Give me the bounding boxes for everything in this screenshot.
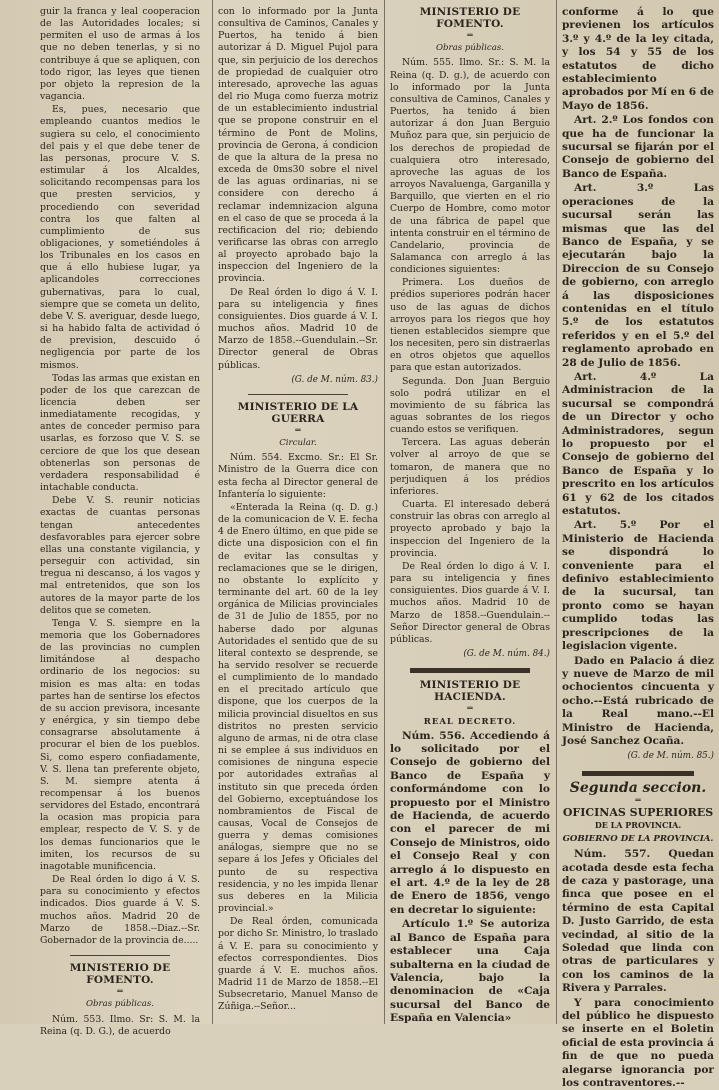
paragraph: Segunda. Don Juan Berguio solo podrá utilizar en el movimiento de su fábrica las aguas sobrantes de los riegos cuando estos se verifiquen. [390, 375, 550, 436]
paragraph: conforme á lo que previenen los artículos 3.º y 4.º de la ley citada, y los 54 y 55 de los estatutos de dicho establecimiento aprobados por Mí en 6 de Mayo de 1856. [562, 6, 714, 112]
paragraph: Art. 3.º Las operaciones de la sucursal serán las mismas que las del Banco de España, y se ejecutarán bajo la Direccion de su Consejo de gobierno, con arreglo á las disposiciones contenidas en el título 5.º de los estatutos referidos y en el 5.º del reglamento aprobado en 28 de Julio de 1856. [562, 182, 714, 369]
section-heading: MINISTERIO DE FOMENTO. [419, 6, 521, 31]
column-2 [218, 6, 378, 1020]
column-divider [212, 0, 213, 1024]
paragraph: guir la franca y leal cooperacion de las Autoridades locales; si permiten el uso de armas á los que no deben tenerlas, y si no contribuye á que se apliquen, con todo rigor, las leyes que tienen por objeto la represion de la vagancia. [40, 6, 200, 103]
paragraph: «Enterada la Reina (q. D. g.) de la comunicacion de V. E. fecha 4 de Enero último, en que pide se dicte una disposicion con el fin de evitar las consultas y reclamaciones que se le dirigen, no obstante lo explícito y terminante del art. 60 de la ley orgánica de Milicias provinciales de 31 de Julio de 1855, por no haberse dado por algunas Autoridades el sentido que de su literal contexto se desprende, se ha servido resolver se recuerde el cumplimiento de lo mandado en el precitado artículo que dispone, que los cuerpos de la milicia provincial disueltos en sus distritos no presten servicio alguno de armas, ni de otra clase ni se emplee á sus individuos en comisiones de ninguna especie por autoridades extrañas al instituto sin que preceda órden del Gobierno, exceptuándose los nombramientos de Fiscal de causas, Vocal de Consejos de guerra y demas comisiones análogas, siempre que no se separe á los Jefes y Oficiales del punto de su respectiva residencia, y no les impida llenar sus deberes en la Milicia provincial.» [218, 501, 378, 915]
section-subheading: Circular. [279, 438, 317, 449]
separator: ═ [635, 795, 641, 806]
section-heading: MINISTERIO DE LA GUERRA [237, 400, 359, 425]
paragraph: Primera. Los dueños de prédios superiores podrán hacer uso de las aguas de dichos arroyos para los riegos que hoy tienen establecidos siempre que los necesiten, pero sin distraerlas en otros objetos que aquellos para que estan autorizados. [390, 277, 550, 374]
paragraph: De Real órden, comunicada por dicho Sr. Ministro, lo traslado á V. E. para su conocimiento y efectos correspondientes. Dios guarde á V. E. muchos años. Madrid 11 de Marzo de 1858.--El Subsecretario, Manuel Manso de Zúñiga.--Señor... [218, 916, 378, 1013]
paragraph: Núm. 553. Ilmo. Sr: S. M. la Reina (q. D. G.), de acuerdo [40, 1013, 200, 1037]
citation: (G. de M. núm. 84.) [463, 648, 550, 659]
paragraph: Tercera. Las aguas deberán volver al arroyo de que se tomaron, de manera que no perjudiquen á los prédios inferiores. [390, 437, 550, 497]
separator: ═ [117, 987, 123, 998]
paragraph: Dado en Palacio á diez y nueve de Marzo de mil ochocientos cincuenta y ocho.--Está rubricado de la Real mano.--El Ministro de Hacienda, José Sanchez Ocaña. [562, 654, 714, 747]
section-heading: MINISTERIO DE HACIENDA. [419, 679, 521, 704]
paragraph: Tenga V. S. siempre en la memoria que los Gobernadores de las provincias no cumplen limitándose al despacho ordinario de los negocios: su mision es mas alta: en todas partes han de sentirse los efectos de su accion previsora, incesante y enérgica, y sin tiempo debe consagrarse absolutamente á procurar el bien de los pueblos. Si, como espero confiadamente, V. S. llena tan preferente objeto, S. M. siempre atenta á recompensar á los buenos servidores del Estado, encontrará la ocasion mas propicia para emplear, respecto de V. S. y de los demas funcionarios que le imiten, los recursos de su inagotable munificencia. [40, 617, 200, 872]
paragraph: Núm. 554. Excmo. Sr.: El Sr. Ministro de la Guerra dice con esta fecha al Director general de Infantería lo siguiente: [218, 452, 378, 500]
paragraph: Artículo 1.º Se autoriza al Banco de España para establecer una Caja subalterna en la ciudad de Valencia, bajo la denominacion de «Caja sucursal del Banco de España en Valencia» [390, 918, 550, 1025]
separator: ═ [467, 704, 473, 715]
section-subheading: Obras públicas. [85, 999, 155, 1010]
paragraph: De Real órden lo digo á V. I. para su inteligencia y fines consiguientes. Dios guarde á V. I. muchos años. Madrid 10 de Marzo de 1858.--Guendulain.--Señor Director general de Obras públicas. [390, 560, 550, 645]
paragraph: De Real órden lo digo á V. S. para su conocimiento y efectos indicados. Dios guarde á V. S. muchos años. Madrid 20 de Marzo de 1858.--Diaz.--Sr. Gobernador de la provincia de..... [40, 874, 200, 946]
paragraph: Cuarta. El interesado deberá construir las obras con arreglo al proyecto aprobado y bajo la inspeccion del Ingeniero de la provincia. [390, 499, 550, 559]
government-heading: GOBIERNO DE LA PROVINCIA. [562, 833, 714, 844]
section-rule [248, 394, 348, 395]
paragraph: Art. 5.º Por el Ministerio de Hacienda se dispondrá lo conveniente para el definivo establecimiento de la sucursal, tan pronto como se hayan cumplido todas las prescripciones de la legislacion vigente. [562, 519, 714, 653]
paragraph: Núm. 556. Accediendo á lo solicitado por el Consejo de gobierno del Banco de España y conformándome con lo propuesto por el Ministro de Hacienda, de acuerdo con el parecer de mi Consejo de Ministros, oido el Consejo Real y con arreglo á lo dispuesto en el art. 4.º de la ley de 28 de Enero de 1856, vengo en decretar lo siguiente: [390, 729, 550, 916]
paragraph: Art. 4.º La Administracion de la sucursal se compondrá de un Director y ocho Administradores, segun lo propuesto por el Consejo de gobierno del Banco de España y lo prescrito en los artículos 61 y 62 de los citados estatutos. [562, 370, 714, 518]
section-rule [582, 771, 694, 776]
citation: (G. de M. núm. 85.) [627, 751, 714, 762]
section-heading: MINISTERIO DE FOMENTO. [69, 962, 171, 987]
section-title: Segunda seccion. [569, 779, 707, 796]
citation: (G. de M. núm. 83.) [291, 374, 378, 385]
section-subheading: Obras públicas. [435, 43, 505, 54]
separator: ═ [295, 426, 301, 437]
section-rule [70, 955, 170, 956]
column-3 [390, 6, 550, 1025]
paragraph: con lo informado por la Junta consultiva de Caminos, Canales y Puertos, ha tenido á bien autorizar á D. Miguel Pujol para que, sin perjuicio de los derechos de propiedad de cualquier otro interesado, aproveche las aguas del rio Muga como fuerza motriz de un establecimiento industrial que se propone construir en el término de Pont de Molins, provincia de Gerona, á condicion de que la altura de la presa no exceda de 0ms30 sobre el nivel de las aguas ordinarias, ni se considere con derecho á reclamar indemnizacion alguna en el caso de que se proceda á la rectificacion del rio; debiendo verificarse las obras con arreglo al proyecto aprobado bajo la inspeccion del Ingeniero de la provincia. [218, 6, 378, 285]
separator: ═ [467, 31, 473, 42]
column-4 [562, 6, 714, 1090]
column-divider [384, 0, 385, 1024]
paragraph: De Real órden lo digo á V. I. para su inteligencia y fines consiguientes. Dios guarde á V. I. muchos años. Madrid 10 de Marzo de 1858.--Guendulain.--Sr. Director general de Obras públicas. [218, 286, 378, 371]
paragraph: Núm. 555. Ilmo. Sr.: S. M. la Reina (q. D. g.), de acuerdo con lo informado por la Junta consultiva de Caminos, Canales y Puertos, ha tenido á bien autorizar á don Juan Berguio Muñoz para que, sin perjuicio de los derechos de propiedad de cualquiera otro interesado, aproveche las aguas de los arroyos Navaluenga, Garganilla y Barquillo, que vierten en el rio Cuerpo de Hombre, como motor de una fábrica de papel que intenta construir en el término de Candelario, provincia de Salamanca con arreglo á las condiciones siguientes: [390, 57, 550, 276]
office-heading: OFICINAS SUPERIORES [562, 805, 714, 819]
paragraph: Núm. 557. Quedan acotada desde esta fecha de caza y pastorage, una finca que posee en el término de esta Capital D. Justo Garrido, de esta vecindad, al sitio de la Soledad que linda con otras de particulares y con los caminos de la Rivera y Parrales. [562, 848, 714, 995]
paragraph: Debe V. S. reunir noticias exactas de cuantas personas tengan antecedentes desfavorables para ejercer sobre ellas una constante vigilancia, y perseguir con actividad, sin tregua ni descanso, á los vagos y mal entretenidos, que son los autores de la mayor parte de los delitos que se cometen. [40, 495, 200, 616]
paragraph: Y para conocimiento del público he dispuesto se inserte en el Boletin oficial de esta provincia á fin de que no pueda alegarse ignorancia por los contraventores.-- [562, 996, 714, 1090]
decree-label: REAL DECRETO. [423, 717, 517, 728]
paragraph: Es, pues, necesario que empleando cuantos medios le sugiera su celo, el conocimiento del pais y el que debe tener de las personas, procure V. S. estimular á los Alcaldes, solicitando recompensas para los que presten servicios, y procediendo con severidad contra los que falten al cumplimiento de sus obligaciones, y sometiéndoles á los Tribunales en los casos en que á ello hubiese lugar, ya aplicandoles correcciones gubernativas, para lo cual, siempre que se cometa un delito, debe V. S. averiguar, desde luego, si ha habido falta de actividad ó de prevision, descuido ó negligencia por parte de los mismos. [40, 104, 200, 371]
paragraph: Art. 2.º Los fondos con que ha de funcionar la sucursal se fijarán por el Consejo de gobierno del Banco de España. [562, 114, 714, 180]
section-rule [410, 668, 530, 673]
paragraph: Todas las armas que existan en poder de los que carezcan de licencia deben ser inmediatamente recogidas, y antes de conceder permiso para usarlas, es forzoso que V. S. se cerciore de que los que desean obtenerlas son personas de verdadera responsabilidad é intachable conducta. [40, 372, 200, 494]
column-1 [40, 6, 200, 1037]
column-divider [556, 0, 557, 1024]
office-subheading: DE LA PROVINCIA. [594, 819, 682, 830]
